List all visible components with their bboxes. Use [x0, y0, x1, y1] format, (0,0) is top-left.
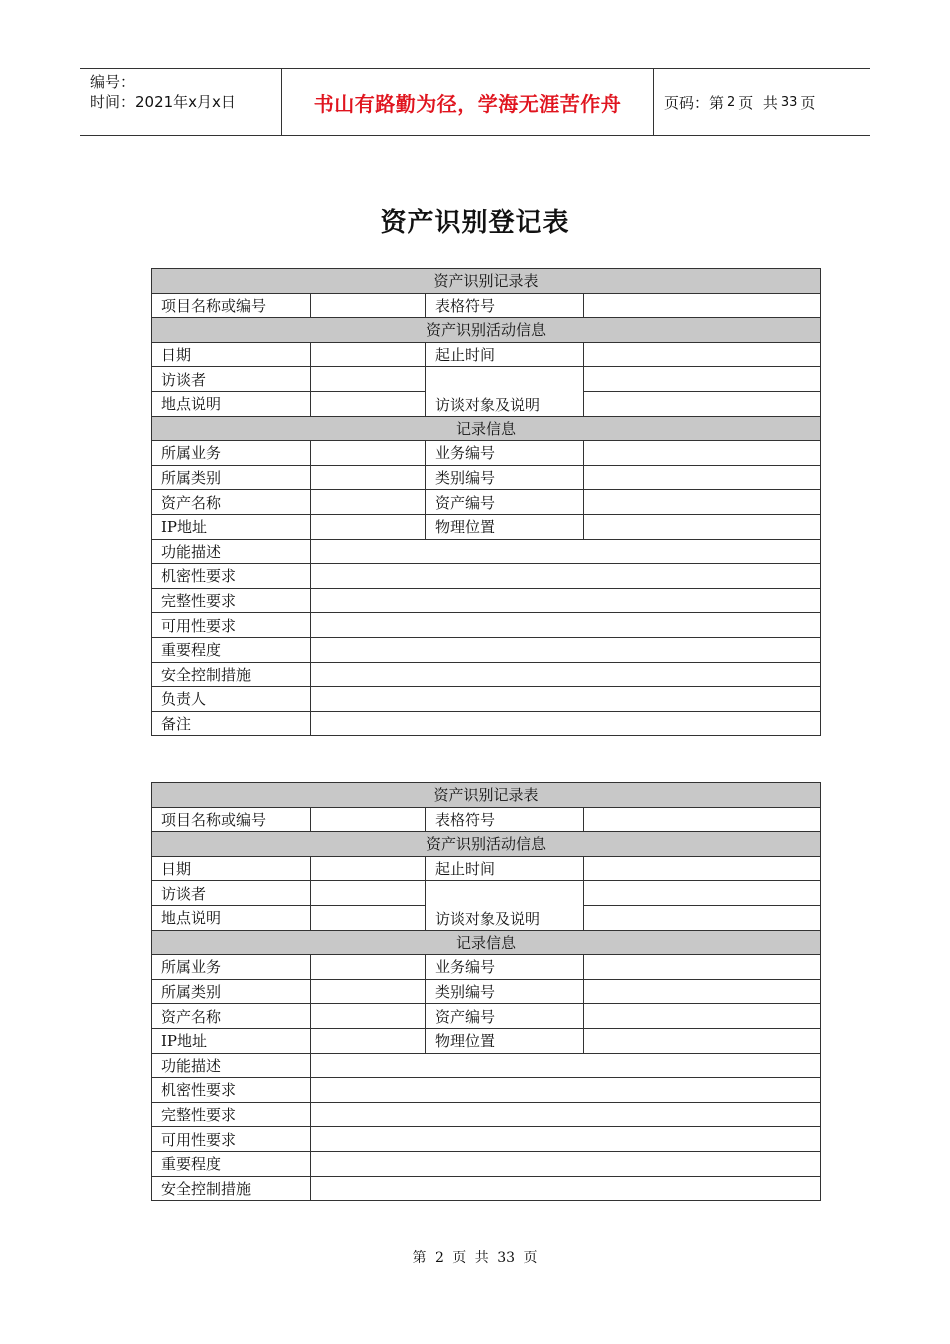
category-field[interactable] [311, 979, 426, 1004]
time-label: 时间：2021年x月x日 [90, 93, 236, 111]
project-name-field[interactable] [311, 293, 426, 318]
table-symbol-field[interactable] [584, 293, 821, 318]
location-field[interactable] [311, 905, 426, 930]
importance-field[interactable] [311, 1151, 821, 1176]
remarks-label: 备注 [152, 711, 311, 736]
ip-label: IP地址 [152, 1028, 311, 1053]
asset-no-field[interactable] [584, 490, 821, 515]
importance-label: 重要程度 [152, 1151, 311, 1176]
confidentiality-field[interactable] [311, 564, 821, 589]
document-header [80, 68, 870, 136]
page-prefix: 页码：第 [664, 93, 725, 112]
category-label: 所属类别 [152, 979, 311, 1004]
start-end-time-label: 起止时间 [426, 342, 584, 367]
asset-name-field[interactable] [311, 1004, 426, 1029]
security-measures-field[interactable] [311, 1176, 821, 1201]
security-measures-label: 安全控制措施 [152, 662, 311, 687]
category-no-label: 类别编号 [426, 465, 584, 490]
interviewee-label: 访谈对象及说明 [426, 881, 584, 930]
interviewee-field-2[interactable] [584, 391, 821, 416]
table-symbol-label: 表格符号 [426, 293, 584, 318]
ip-field[interactable] [311, 1028, 426, 1053]
header-motto: 书山有路勤为径，学海无涯苦作舟 [281, 69, 654, 135]
ip-label: IP地址 [152, 514, 311, 539]
asset-record-form-1 [151, 268, 821, 736]
interviewee-label: 访谈对象及说明 [426, 367, 584, 416]
category-no-field[interactable] [584, 465, 821, 490]
category-label: 所属类别 [152, 465, 311, 490]
start-end-time-field[interactable] [584, 342, 821, 367]
availability-field[interactable] [311, 613, 821, 638]
owner-label: 负责人 [152, 687, 311, 712]
location-field[interactable] [311, 391, 426, 416]
record-header: 资产识别记录表 [152, 269, 821, 294]
project-name-label: 项目名称或编号 [152, 293, 311, 318]
physical-location-label: 物理位置 [426, 1028, 584, 1053]
remarks-field[interactable] [311, 711, 821, 736]
availability-field[interactable] [311, 1127, 821, 1152]
asset-no-label: 资产编号 [426, 1004, 584, 1029]
function-label: 功能描述 [152, 1053, 311, 1078]
integrity-field[interactable] [311, 588, 821, 613]
physical-location-field[interactable] [584, 1028, 821, 1053]
business-field[interactable] [311, 955, 426, 980]
page-total: 33 [780, 94, 798, 110]
function-field[interactable] [311, 1053, 821, 1078]
interviewer-label: 访谈者 [152, 881, 311, 906]
page-suffix: 页 [800, 93, 816, 112]
start-end-time-label: 起止时间 [426, 856, 584, 881]
security-measures-label: 安全控制措施 [152, 1176, 311, 1201]
importance-label: 重要程度 [152, 637, 311, 662]
integrity-label: 完整性要求 [152, 588, 311, 613]
owner-field[interactable] [311, 687, 821, 712]
asset-name-label: 资产名称 [152, 1004, 311, 1029]
page-title: 资产识别登记表 [380, 208, 570, 238]
date-field[interactable] [311, 342, 426, 367]
record-info-header: 记录信息 [152, 416, 821, 441]
ip-field[interactable] [311, 514, 426, 539]
confidentiality-field[interactable] [311, 1078, 821, 1103]
asset-name-field[interactable] [311, 490, 426, 515]
start-end-time-field[interactable] [584, 856, 821, 881]
header-page-info [654, 69, 870, 135]
interviewee-field-1[interactable] [584, 367, 821, 392]
header-meta [80, 69, 281, 135]
business-label: 所属业务 [152, 955, 311, 980]
location-label: 地点说明 [152, 905, 311, 930]
date-label: 日期 [152, 856, 311, 881]
importance-field[interactable] [311, 637, 821, 662]
interviewer-field[interactable] [311, 367, 426, 392]
date-field[interactable] [311, 856, 426, 881]
category-field[interactable] [311, 465, 426, 490]
number-label: 编号： [90, 73, 136, 91]
date-label: 日期 [152, 342, 311, 367]
asset-record-form-2 [151, 782, 821, 1201]
business-no-label: 业务编号 [426, 955, 584, 980]
asset-name-label: 资产名称 [152, 490, 311, 515]
physical-location-label: 物理位置 [426, 514, 584, 539]
category-no-label: 类别编号 [426, 979, 584, 1004]
table-symbol-label: 表格符号 [426, 807, 584, 832]
project-name-label: 项目名称或编号 [152, 807, 311, 832]
interviewer-field[interactable] [311, 881, 426, 906]
function-label: 功能描述 [152, 539, 311, 564]
integrity-label: 完整性要求 [152, 1102, 311, 1127]
availability-label: 可用性要求 [152, 613, 311, 638]
record-info-header: 记录信息 [152, 930, 821, 955]
interviewee-field-1[interactable] [584, 881, 821, 906]
activity-header: 资产识别活动信息 [152, 318, 821, 343]
interviewer-label: 访谈者 [152, 367, 311, 392]
business-no-label: 业务编号 [426, 441, 584, 466]
location-label: 地点说明 [152, 391, 311, 416]
security-measures-field[interactable] [311, 662, 821, 687]
availability-label: 可用性要求 [152, 1127, 311, 1152]
business-no-field[interactable] [584, 441, 821, 466]
asset-no-label: 资产编号 [426, 490, 584, 515]
function-field[interactable] [311, 539, 821, 564]
interviewee-field-2[interactable] [584, 905, 821, 930]
table-symbol-field[interactable] [584, 807, 821, 832]
project-name-field[interactable] [311, 807, 426, 832]
record-header: 资产识别记录表 [152, 783, 821, 808]
activity-header: 资产识别活动信息 [152, 832, 821, 857]
business-no-field[interactable] [584, 955, 821, 980]
confidentiality-label: 机密性要求 [152, 1078, 311, 1103]
page-footer: 第 2 页 共 33 页 [412, 1250, 538, 1266]
confidentiality-label: 机密性要求 [152, 564, 311, 589]
page-current: 2 [727, 94, 736, 110]
asset-no-field[interactable] [584, 1004, 821, 1029]
business-label: 所属业务 [152, 441, 311, 466]
physical-location-field[interactable] [584, 514, 821, 539]
business-field[interactable] [311, 441, 426, 466]
integrity-field[interactable] [311, 1102, 821, 1127]
category-no-field[interactable] [584, 979, 821, 1004]
page-mid: 页 共 [738, 93, 778, 112]
